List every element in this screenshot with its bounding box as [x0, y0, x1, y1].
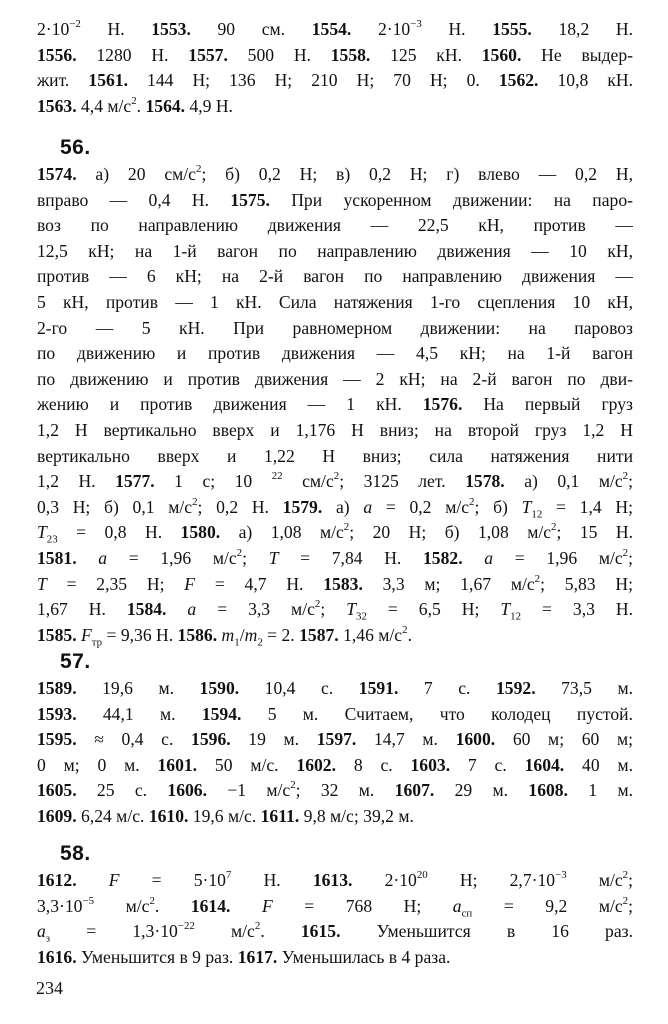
problem-number: 1604. [524, 754, 565, 775]
text-line [37, 188, 633, 214]
answer-text [166, 599, 187, 619]
answer-text: . [154, 895, 191, 916]
section-56-answers [37, 162, 633, 648]
section-heading-57: 57. [60, 650, 91, 673]
problem-number: 1608. [528, 780, 568, 801]
problem-number: 1613. [312, 870, 353, 890]
text-line [37, 316, 633, 342]
answer-text: 1,2 Н вертикально вверх и 1,176 Н вниз; на второй груз 1,2 Н [37, 419, 633, 440]
subscript: сп [461, 907, 473, 920]
problem-number: 1590. [199, 678, 240, 698]
superscript: 7 [225, 869, 232, 882]
subscript: тр [91, 636, 103, 649]
answer-text: 4,4 м/с [76, 95, 132, 116]
problem-number: 1617. [237, 946, 278, 967]
text-line [37, 894, 633, 920]
answer-text: 18,2 Н. [531, 19, 633, 39]
section-heading-58: 58. [60, 842, 91, 865]
answer-text: м/с [94, 895, 150, 916]
answer-text: 0 м; 0 м. [37, 754, 158, 775]
text-line [37, 290, 633, 316]
answer-text: ; 20 Н; б) 1,08 м/с [349, 522, 552, 543]
text-line [37, 469, 633, 495]
answer-text: м/с [566, 870, 623, 890]
answer-text: 0,3 Н; б) 0,1 м/с [37, 496, 193, 517]
problem-number: 1583. [323, 573, 363, 594]
answer-text: = 6,5 Н; [366, 599, 501, 620]
answer-text: ; 3125 лет. [339, 471, 466, 492]
variable: a [98, 547, 108, 568]
answer-text: 500 Н. [227, 44, 331, 65]
superscript: 2 [290, 779, 296, 792]
problem-number: 1579. [282, 496, 323, 517]
answer-text: = 0,2 м/с [372, 496, 470, 517]
answer-text: 7 с. [450, 754, 525, 775]
answer-text: ; [628, 895, 633, 916]
answer-text: 2-го — 5 кН. При равномерном движении: на паровоз [37, 317, 633, 338]
subscript: 2 [257, 636, 263, 649]
answer-text: 2·10 [351, 19, 411, 39]
superscript: −3 [555, 869, 567, 882]
problem-number: 1591. [358, 678, 399, 698]
text-line [37, 868, 633, 894]
problem-number: 1592. [496, 678, 536, 698]
answer-text: вертикально вверх и 1,22 Н вниз; сила натяжения нити [37, 445, 633, 466]
answer-text: вправо — 0,4 Н. [37, 189, 231, 210]
text-line [37, 572, 633, 598]
problem-number: 1596. [191, 729, 231, 750]
text-line [37, 264, 633, 290]
text-line [37, 68, 633, 94]
answer-text: ; [628, 547, 633, 568]
superscript: 2 [551, 521, 557, 534]
text-line [37, 623, 633, 649]
text-line [37, 94, 633, 120]
text-line [37, 43, 633, 69]
problem-number: 1560. [481, 44, 522, 65]
problem-number: 1601. [157, 754, 198, 775]
answer-text: 25 с. [76, 780, 168, 801]
answer-text: 12,5 кН; на 1-й вагон по направлению движения — 10 кН, [37, 240, 633, 261]
problem-number: 1584. [126, 599, 167, 620]
answer-text: = 3,3 Н. [521, 599, 633, 620]
answer-text: 3,3 м; 1,67 м/с [362, 573, 535, 594]
answer-text: м/с [194, 921, 255, 942]
answer-text: = 9,36 Н. [102, 624, 178, 645]
answer-text: = 7,84 Н. [278, 547, 423, 568]
text-line [37, 778, 633, 804]
superscript: 2 [192, 495, 198, 508]
answer-text [230, 896, 262, 916]
subscript: з [45, 932, 51, 945]
answer-text: 1 м. [567, 780, 633, 801]
problem-number: 1558. [330, 44, 371, 65]
answer-text: 5 кН, против — 1 кН. Сила натяжения 1-го сцепления 10 кН, [37, 291, 633, 312]
answer-text: ; 5,83 Н; [540, 573, 633, 594]
superscript: 2 [622, 546, 629, 559]
problem-number: 1611. [260, 805, 300, 826]
text-line [37, 546, 633, 572]
problem-number: 1556. [37, 44, 77, 65]
answer-text: 19 м. [230, 729, 317, 750]
answer-text: 29 м. [434, 780, 529, 801]
answer-text: Уменьшится в 9 раз. [76, 946, 238, 967]
answer-text: жению и против движения — 1 кН. [37, 394, 423, 415]
variable: F [261, 895, 273, 916]
text-line [37, 495, 633, 521]
superscript: 22 [271, 470, 283, 483]
problem-number: 1578. [465, 471, 505, 492]
text-line [37, 162, 633, 188]
answer-text: 19,6 м. [76, 678, 200, 698]
answer-text: 10,4 с. [239, 678, 359, 698]
text-line [37, 239, 633, 265]
problem-number: 1609. [37, 805, 77, 826]
answer-text: . [407, 624, 412, 645]
answer-text: = 2. [262, 624, 300, 645]
problem-number: 1557. [188, 44, 228, 65]
variable: T [37, 573, 47, 594]
answer-text: = 5·10 [119, 870, 226, 890]
problem-number: 1602. [296, 754, 336, 775]
problem-number: 1615. [300, 921, 341, 942]
answer-text: Н; 2,7·10 [427, 870, 556, 890]
answer-text: по движению и против движения — 4,5 кН; на 1-й вагон [37, 343, 633, 364]
problem-number: 1586. [177, 624, 218, 645]
problem-number: 1555. [492, 19, 532, 39]
answer-text: ; б) [474, 496, 522, 517]
answer-text: = 0,8 Н. [57, 522, 181, 543]
variable: F [81, 624, 92, 645]
answer-text [77, 870, 109, 890]
answer-text: 44,1 м. [76, 703, 202, 724]
answer-text: ; 15 Н. [556, 522, 633, 543]
answer-text: = 3,3 м/с [196, 599, 315, 620]
answer-text: = 768 Н; [272, 895, 453, 916]
variable: T [521, 496, 532, 517]
problem-number: 1605. [37, 780, 77, 801]
problem-number: 1562. [498, 70, 539, 91]
text-line [37, 804, 633, 830]
problem-number: 1580. [180, 522, 221, 543]
answer-text: 50 м/с. [197, 754, 297, 775]
text-line [37, 17, 633, 43]
answer-text: а) 0,1 м/с [504, 471, 623, 492]
text-line [37, 753, 633, 779]
variable: T [37, 522, 47, 543]
answer-text: ; 0,2 Н. [197, 496, 283, 517]
text-line [37, 367, 633, 393]
problem-number: 1553. [151, 19, 191, 39]
problem-number: 1587. [299, 624, 339, 645]
problem-number: 1595. [37, 729, 77, 750]
text-line [37, 341, 633, 367]
answer-text: 3,3·10 [37, 895, 83, 916]
variable: a [187, 599, 197, 620]
superscript: 2 [236, 546, 243, 559]
variable: m [244, 624, 258, 645]
variable: T [268, 547, 279, 568]
variable: m [221, 624, 235, 645]
subscript: 23 [46, 533, 58, 546]
problem-number: 1597. [316, 729, 357, 750]
problem-number: 1554. [311, 19, 352, 39]
variable: F [108, 870, 120, 890]
variable: a [363, 496, 373, 517]
subscript: 1 [234, 636, 240, 649]
answer-text: 8 с. [336, 754, 411, 775]
variable: T [346, 599, 357, 620]
problem-number: 1612. [37, 870, 77, 890]
superscript: 2 [131, 94, 137, 107]
answer-text: = 1,4 Н; [542, 496, 633, 517]
superscript: 2 [254, 920, 261, 933]
answer-text: 14,7 м. [356, 729, 456, 750]
answer-text: ; [628, 870, 633, 890]
answer-text: воз по направлению движения — 22,5 кН, против — [37, 215, 633, 236]
problem-number: 1581. [37, 547, 77, 568]
answer-text: = 9,2 м/с [472, 895, 623, 916]
variable: a [484, 547, 494, 568]
answer-text: ; [628, 471, 633, 492]
superscript: 2 [333, 470, 340, 483]
problem-number: 1610. [148, 805, 189, 826]
answer-text: Уменьшится в 16 раз. [340, 921, 633, 942]
text-line [37, 727, 633, 753]
section-top [37, 17, 633, 119]
text-line [37, 444, 633, 470]
page-number: 234 [36, 978, 63, 998]
answer-text: 5 м. Считаем, что колодец пустой. [241, 703, 633, 724]
problem-number: 1585. [37, 624, 77, 645]
problem-number: 1594. [201, 703, 242, 724]
superscript: 2 [622, 470, 629, 483]
text-line [37, 945, 633, 971]
superscript: 2 [343, 521, 350, 534]
superscript: 2 [469, 495, 475, 508]
subscript: 12 [531, 508, 543, 521]
variable: a [452, 895, 462, 916]
text-line [37, 676, 633, 702]
answer-text: ; [242, 547, 269, 568]
answer-text: Н. [231, 870, 313, 890]
answer-text: 60 м; 60 м; [495, 729, 633, 750]
answer-text: 90 см. [190, 19, 312, 39]
answer-text: 40 м. [564, 754, 633, 775]
text-line [37, 702, 633, 728]
superscript: −3 [410, 18, 422, 31]
answer-text: Н. [80, 19, 152, 39]
superscript: 2 [402, 623, 408, 636]
answer-text: 19,6 м/с. [188, 805, 261, 826]
answer-text: жит. [37, 70, 89, 91]
superscript: 2 [534, 572, 541, 585]
superscript: 2 [314, 598, 321, 611]
answer-text: 1,46 м/с [338, 624, 403, 645]
answer-text: по движению и против движения — 2 кН; на 2-й вагон по дви- [37, 368, 633, 389]
answer-text: 1,67 Н. [37, 599, 127, 620]
answer-text [77, 548, 99, 568]
superscript: 20 [416, 869, 428, 882]
variable: T [500, 599, 511, 620]
variable: F [184, 573, 196, 594]
answer-text: 125 кН. [370, 44, 482, 65]
problem-number: 1603. [410, 754, 451, 775]
superscript: 2 [195, 163, 202, 176]
answer-text: ; [320, 599, 347, 620]
section-heading-56: 56. [60, 136, 91, 159]
problem-number: 1574. [37, 164, 77, 184]
answer-text: На первый груз [462, 394, 633, 415]
answer-text: 9,8 м/с; 39,2 м. [299, 805, 414, 826]
answer-text: = 4,7 Н. [195, 573, 324, 594]
problem-number: 1582. [423, 547, 463, 568]
problem-number: 1600. [455, 729, 496, 750]
superscript: 2 [622, 894, 629, 907]
problem-number: 1564. [145, 95, 186, 116]
answer-text: 144 Н; 136 Н; 210 Н; 70 Н; 0. [127, 70, 499, 91]
answer-text: . [136, 95, 146, 116]
problem-number: 1606. [167, 780, 207, 801]
superscript: −22 [177, 920, 195, 933]
answer-text: . [260, 921, 301, 942]
problem-number: 1614. [190, 895, 231, 916]
problem-number: 1616. [37, 946, 77, 967]
answer-text: = 1,96 м/с [493, 547, 623, 568]
answer-text: Н. [421, 19, 493, 39]
answer-text: ≈ 0,4 с. [76, 729, 192, 750]
answer-text: = 2,35 Н; [46, 573, 185, 594]
answer-text: а) [322, 496, 364, 517]
answer-text: а) 1,08 м/с [220, 522, 344, 543]
text-line [37, 418, 633, 444]
answer-text: 2·10 [37, 19, 70, 39]
answer-text: 1280 Н. [76, 44, 189, 65]
subscript: 32 [356, 610, 367, 623]
text-line [37, 392, 633, 418]
problem-number: 1561. [88, 70, 128, 91]
variable: a [37, 921, 46, 942]
answer-text: Уменьшилась в 4 раза. [277, 946, 451, 967]
answer-text: 6,24 м/с. [76, 805, 149, 826]
section-57-answers [37, 676, 633, 830]
problem-number: 1576. [422, 394, 463, 415]
problem-number: 1593. [37, 703, 77, 724]
answer-text: При ускоренном движении: на паро- [269, 189, 633, 210]
answer-text: ; б) 0,2 Н; в) 0,2 Н; г) влево — 0,2 Н, [201, 164, 633, 184]
answer-text: см/с [282, 471, 334, 492]
answer-text [463, 548, 485, 568]
text-line [37, 520, 633, 546]
answer-text: против — 6 кН; на 2-й вагон по направлению движения — [37, 266, 633, 287]
text-line [37, 919, 633, 945]
text-line [37, 213, 633, 239]
section-58-answers [37, 868, 633, 970]
problem-number: 1607. [394, 780, 435, 801]
answer-text: 1,2 Н. [37, 471, 116, 492]
answer-text: 4,9 Н. [185, 95, 233, 116]
problem-number: 1577. [115, 471, 155, 492]
answer-text: / [239, 624, 245, 645]
answer-text: 10,8 кН. [538, 70, 633, 91]
answer-text: 1 с; 10 [154, 471, 272, 492]
superscript: 2 [622, 869, 629, 882]
text-line [37, 597, 633, 623]
subscript: 12 [510, 610, 522, 623]
answer-text: ; 32 м. [295, 780, 395, 801]
superscript: −2 [69, 18, 81, 31]
answer-text: 2·10 [352, 870, 417, 890]
problem-number: 1575. [230, 189, 270, 210]
answer-text: 73,5 м. [535, 678, 633, 698]
problem-number: 1589. [37, 678, 77, 698]
answer-text: −1 м/с [206, 780, 291, 801]
answer-text: 7 с. [398, 678, 496, 698]
answer-text: = 1,3·10 [50, 921, 178, 942]
answer-text: = 1,96 м/с [107, 547, 237, 568]
answer-text: Не выдер- [521, 44, 633, 65]
superscript: −5 [82, 894, 95, 907]
answer-text: а) 20 см/с [76, 164, 196, 184]
superscript: 2 [149, 894, 155, 907]
problem-number: 1563. [37, 95, 77, 116]
